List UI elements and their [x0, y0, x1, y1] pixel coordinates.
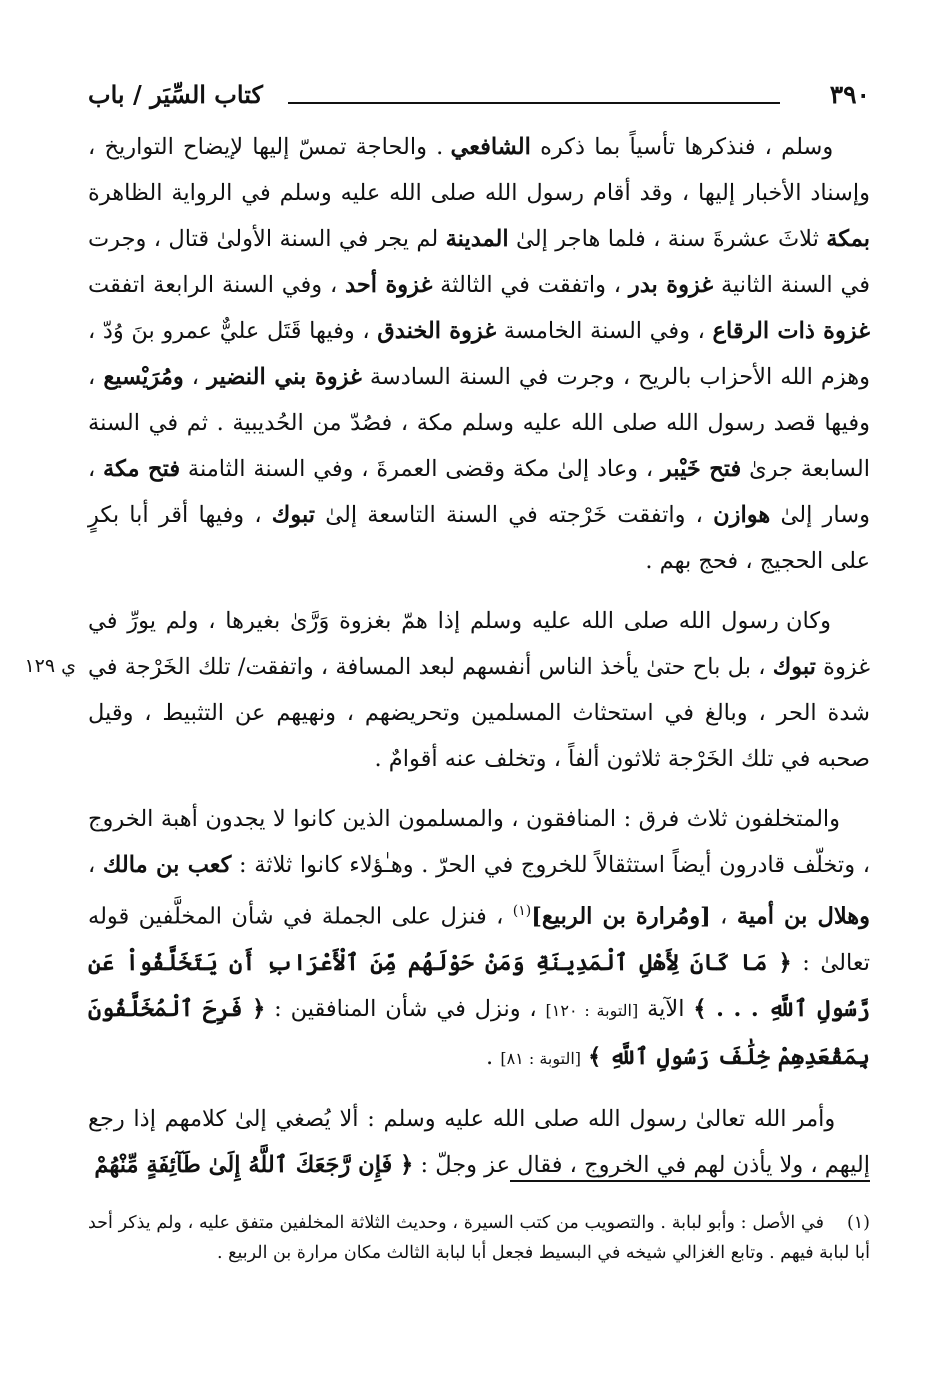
verse-reference: [التوبة : ١٢٠]: [545, 1000, 639, 1020]
bold-name: بمكة: [826, 226, 870, 252]
text-run: وأمر الله تعالىٰ رسول الله صلى الله عليه وسلم : ألا يُصغي إلىٰ كلامهم إذا رجع إليهم ، ولا يأذن لهم في الخروج ، فقال عز وجلّ :: [88, 1105, 870, 1178]
quran-verse: ﴿ فَرِحَ ٱلْمُخَلَّفُونَ بِمَقْعَدِهِمْ خِلَٰفَ رَسُولِ ٱللَّهِ ﴾: [88, 995, 870, 1070]
paragraph-3: [88, 796, 870, 1082]
bold-name: المدينة: [445, 226, 509, 252]
body-text: [88, 124, 870, 1188]
margin-note: ي ١٢٩: [24, 655, 76, 677]
bold-name: فتح خَيْبر: [660, 456, 742, 482]
bold-name: غزوة بني النضير: [207, 364, 362, 390]
text-run: وسلم ، فنذكرها تأسياً بما ذكره: [530, 134, 834, 160]
footnote: [88, 1208, 870, 1268]
footnote-text: في الأصل : وأبو لبابة . والتصويب من كتب السيرة ، وحديث الثلاثة المخلفين متفق عليه ، ولم يذكر أحد أبا لبابة فيهم . وتابع الغزالي شيخه في البسيط فجعل أبا لبابة الثالث مكان مرارة بن الربيع .: [88, 1213, 870, 1263]
bold-name: تبوك: [772, 654, 816, 680]
text-run: ، وفي السنة الخامسة: [496, 318, 713, 344]
text-run: .: [486, 1043, 501, 1070]
footnote-number: (١): [846, 1213, 870, 1233]
paragraph-4: [88, 1096, 870, 1188]
page-header: [88, 76, 870, 120]
paragraph-2: [88, 598, 870, 782]
page-number: ٣٩٠: [829, 80, 870, 109]
bold-name: الشافعي: [450, 134, 531, 160]
text-run: والمتخلفون ثلاث فرق : المنافقون ، والمسلمون الذين كانوا لا يجدون أهبة الخروج ، وتخلّف قادرون أيضاً استثقالاً للخروج في الحرّ . وهـٰؤلاء كانوا ثلاثة :: [88, 806, 870, 878]
text-run: ، وسار إلىٰ: [88, 456, 870, 528]
text-run: ، فنزل على الجملة في شأن المخلَّفين قوله تعالىٰ :: [88, 903, 870, 976]
verse-reference: [التوبة : ٨١]: [500, 1048, 582, 1068]
bold-name: وهلال بن أمية: [736, 903, 870, 930]
bold-name: غزوة أحد: [345, 272, 433, 298]
book-title: كتاب السِّيَر / باب: [88, 80, 263, 109]
bold-name: غزوة ذات الرقاع: [712, 318, 870, 344]
text-run: ، وفي السنة الرابعة اتفقت: [88, 272, 346, 298]
text-run: ، وفيها قَتَل عليٌّ عمرو بنَ وُدّ ، وهزم الله الأحزاب بالريح ، وجرت في السنة السادسة: [88, 318, 871, 390]
text-run: الآية: [638, 995, 694, 1022]
text-run: لم يجر في السنة الأولىٰ قتال ، وجرت في السنة الثانية: [88, 226, 870, 298]
quran-verse: ﴿ مَا كَانَ لِأَهْلِ ٱلْمَدِينَةِ وَمَنْ حَوْلَهُم مِّنَ ٱلْأَعْرَابِ أَن يَتَخَلَّفُواْ عَن رَّسُولِ ٱللَّهِ . . . ﴾: [88, 949, 871, 1022]
bold-name: هوازن: [713, 502, 771, 528]
text-run: وكان رسول الله صلى الله عليه وسلم إذا همّ بغزوة وَرَّىٰ بغيرها ، ولم يورِّ في غزوة: [88, 608, 870, 680]
quran-verse: ﴿ فَإِن رَّجَعَكَ ٱللَّهُ إِلَىٰ طَآئِفَةٍ مِّنْهُمْ: [94, 1151, 414, 1178]
text-run: ،: [183, 364, 208, 390]
text-run: ، وعاد إلىٰ مكة وقضى العمرةَ ، وفي السنة الثامنة: [180, 456, 661, 482]
text-run: ، ونزل في شأن المنافقين :: [265, 995, 546, 1022]
text-run: ،: [88, 852, 103, 878]
bold-name: غزوة بدر: [628, 272, 714, 298]
text-run: . والحاجة تمسّ إليها لإيضاح التواريخ ، وإسناد الأخبار إليها ، وقد أقام رسول الله صلى الله عليه وسلم في الرواية الظاهرة: [88, 134, 870, 206]
footnote-marker: (١): [512, 903, 532, 919]
text-run: ، واتفقت في الثالثة: [432, 272, 629, 298]
bold-name: كعب بن مالك: [102, 852, 232, 878]
text-run: ، واتفقت خَرْجته في السنة التاسعة إلىٰ: [315, 502, 714, 528]
footnote-rule: [510, 1180, 870, 1182]
bold-name: غزوة الخندق: [377, 318, 497, 344]
text-run: ثلاثَ عشرةَ سنة ، فلما هاجر إلىٰ: [508, 226, 827, 252]
text-run: ، وفيها قصد رسول الله صلى الله عليه وسلم مكة ، فصُدّ من الحُديبية . ثم في السنة السابعة جرىٰ: [88, 364, 871, 482]
bold-name: [ومُرارة بن الربيع]: [531, 903, 711, 930]
bold-name: تبوك: [271, 502, 316, 528]
text-run: ،: [710, 903, 737, 930]
paragraph-1: [88, 124, 870, 584]
text-run: ، بل باح حتىٰ يأخذ الناس أنفسهم لبعد المسافة ، واتفقت/ تلك الخَرْجة في شدة الحر ، وبالغ في استحثاث المسلمين وتحريضهم ، ونهيهم عن التثبيط ، وقيل صحبه في تلك الخَرْجة ثلاثون ألفاً ، وتخلف عنه أقوامٌ .: [88, 654, 870, 772]
text-run: ، وفيها أقر أبا بكرٍ على الحجيج ، فحج بهم .: [88, 502, 870, 574]
bold-name: ومُرَيْسيع: [103, 364, 184, 390]
header-rule: [288, 102, 780, 104]
bold-name: فتح مكة: [103, 456, 181, 482]
